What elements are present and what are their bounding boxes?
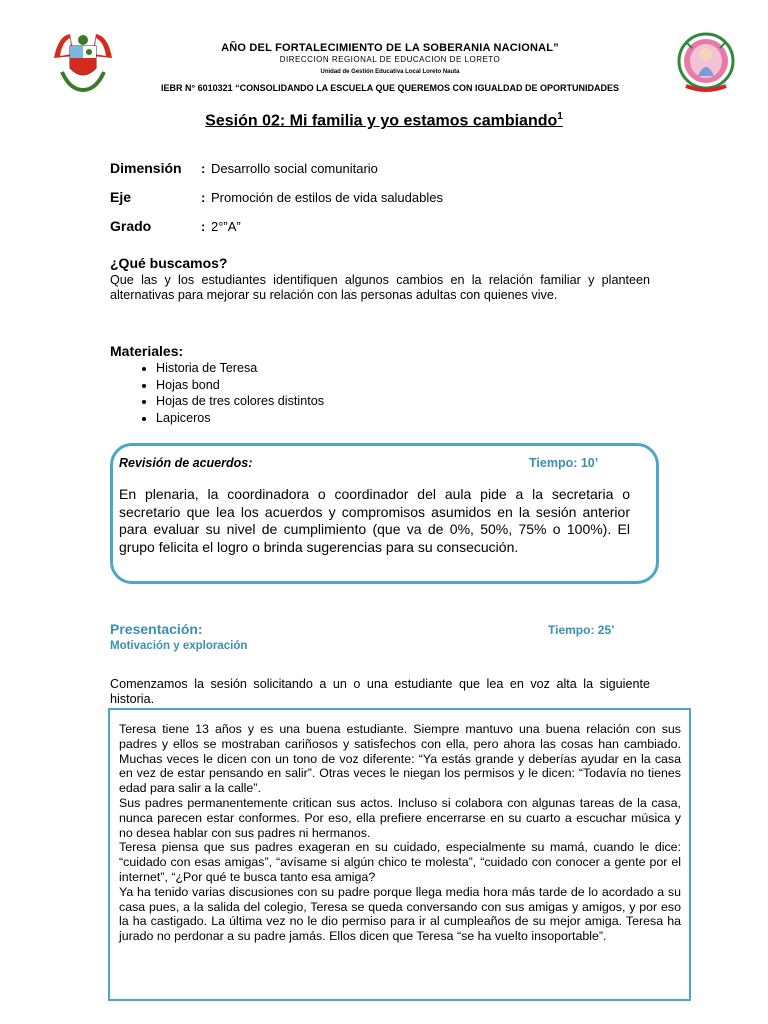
list-item: • Lapiceros (156, 410, 324, 427)
eje-colon: : (201, 190, 206, 205)
dimension-value: Desarrollo social comunitario (211, 161, 378, 176)
list-item: • Hojas bond (156, 377, 324, 394)
year-title: AÑO DEL FORTALECIMIENTO DE LA SOBERANIA NACIONAL” (221, 42, 559, 54)
dimension-label: Dimensión (110, 160, 182, 176)
presentacion-subtitle: Motivación y exploración (110, 640, 248, 652)
revision-title: Revisión de acuerdos: (119, 456, 253, 470)
presentacion-intro: Comenzamos la sesión solicitando a un o una estudiante que lea en voz alta la siguiente historia. (110, 677, 650, 706)
story-text (119, 722, 681, 944)
que-buscamos-text: Que las y los estudiantes identifiquen algunos cambios en la relación familiar y planteen alternativas para mejorar su relación con las personas adultas con quienes vive. (110, 273, 650, 302)
regional-direction: DIRECCION REGIONAL DE EDUCACION DE LORETO (279, 55, 501, 64)
school-name: IEBR N° 6010321 “CONSOLIDANDO LA ESCUELA QUE QUEREMOS CON IGUALDAD DE OPORTUNIDADES (161, 83, 619, 93)
grado-value: 2°”A” (211, 219, 241, 234)
presentacion-heading: Presentación: (110, 621, 203, 637)
session-title (80, 111, 688, 130)
story-paragraph: Teresa piensa que sus padres exageran en su cuidado, especialmente su mamá, cuando le dice: “cuidado con esas amigas”, “avísame si algún chico te molesta”, “cuidado con conocer a gente por el internet”, “¿Por qué te busca tanto esa amiga? (119, 840, 681, 884)
ugel-unit: Unidad de Gestión Educativa Local Loreto Nauta (320, 69, 460, 75)
eje-label: Eje (110, 189, 132, 205)
story-paragraph: Teresa tiene 13 años y es una buena estudiante. Siempre mantuvo una buena relación con sus padres y ellos se mostraban cariñosos y satisfechos con ella, pero ahora las cosas han cambiado. Muchas veces le dicen con un tono de voz diferente: “Ya estás grande y deberías ayudar en la casa en vez de estar pensando en salir”. Otras veces le niegan los permisos y le dicen: “Todavía no tienes edad para salir a la calle”. (119, 722, 681, 796)
list-item: • Historia de Teresa (156, 360, 324, 377)
grado-colon: : (201, 219, 206, 234)
footnote-marker: 1 (557, 111, 563, 122)
list-item: • Hojas de tres colores distintos (156, 393, 324, 410)
revision-body: En plenaria, la coordinadora o coordinador del aula pide a la secretaria o secretario que lea los acuerdos y compromisos asumidos en la sesión anterior para evaluar su nivel de cumplimiento (que va de 0%, 50%, 75% o 100%). El grupo felicita el logro o brinda sugerencias para su consecución. (119, 486, 630, 555)
que-buscamos-heading: ¿Qué buscamos? (110, 255, 228, 271)
dimension-colon: : (201, 161, 206, 176)
materiales-heading: Materiales: (110, 343, 184, 359)
presentacion-time: Tiempo: 25’ (548, 623, 615, 637)
materials-list (110, 360, 324, 426)
eje-value: Promoción de estilos de vida saludables (211, 190, 443, 205)
story-paragraph: Ya ha tenido varias discusiones con su padre porque llega media hora más tarde de lo acordado a su casa pues, a la salida del colegio, Teresa se queda conversando con sus amigas y amigos, y por eso la ha castigado. La última vez no le dio permiso para ir al cumpleaños de su mejor amiga. Teresa ha jurado no perdonar a su padre jamás. Ellos dicen que Teresa “se ha vuelto insoportable”. (119, 884, 681, 944)
revision-time: Tiempo: 10’ (529, 456, 599, 470)
grado-label: Grado (110, 218, 152, 234)
story-paragraph: Sus padres permanentemente critican sus actos. Incluso si colabora con algunas tareas de la casa, nunca parecen estar conformes. Por eso, ella prefiere encerrarse en su cuarto a escuchar música y no desea hablar con sus padres ni hermanos. (119, 795, 681, 840)
session-title-text: Sesión 02: Mi familia y yo estamos cambiando (205, 112, 558, 130)
